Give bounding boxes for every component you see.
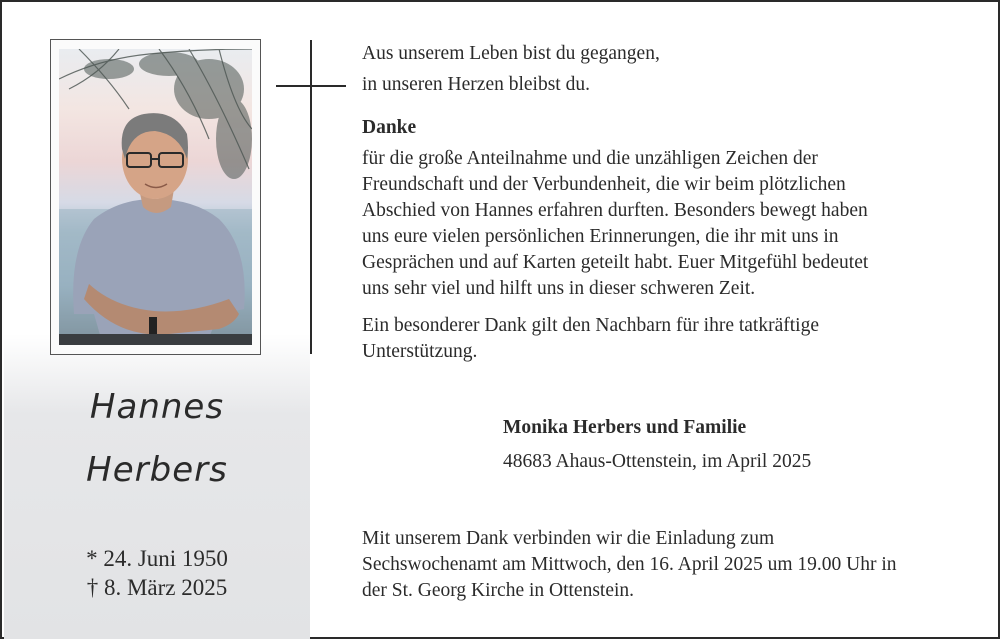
- invitation-line: Sechswochenamt am Mittwoch, den 16. April 2025 um 19.00 Uhr in: [362, 554, 897, 575]
- portrait-illustration-icon: [59, 49, 252, 345]
- death-date: † 8. März 2025: [86, 575, 228, 600]
- signature-place-date: 48683 Ahaus-Ottenstein, im April 2025: [503, 451, 812, 472]
- invitation-line: Mit unserem Dank verbinden wir die Einladung zum: [362, 528, 775, 549]
- deceased-first-name: Hannes: [89, 387, 225, 427]
- thanks-line: Gesprächen und auf Karten geteilt habt. Euer Mitgefühl bedeutet: [362, 252, 869, 273]
- thanks-line: uns eure vielen persönlichen Erinnerungen, die ihr mit uns in: [362, 226, 839, 247]
- cross-horizontal-line: [276, 85, 346, 87]
- thanks-line: uns sehr viel und hilft uns in dieser schweren Zeit.: [362, 278, 756, 299]
- thanks-heading: Danke: [362, 117, 417, 138]
- invitation-line: der St. Georg Kirche in Ottenstein.: [362, 580, 635, 601]
- verse-line-2: in unseren Herzen bleibst du.: [362, 74, 590, 95]
- thanks-line: Abschied von Hannes erfahren durften. Besonders bewegt haben: [362, 200, 868, 221]
- thanks-line: Freundschaft und der Verbundenheit, die wir beim plötzlichen: [362, 174, 846, 195]
- deceased-last-name: Herbers: [86, 450, 228, 490]
- special-thanks-line: Ein besonderer Dank gilt den Nachbarn für ihre tatkräftige: [362, 315, 819, 336]
- signature-family: Monika Herbers und Familie: [503, 417, 747, 438]
- cross-vertical-line: [310, 40, 312, 354]
- special-thanks-line: Unterstützung.: [362, 341, 478, 362]
- portrait-photo: [59, 49, 252, 345]
- thanks-line: für die große Anteilnahme und die unzähligen Zeichen der: [362, 148, 818, 169]
- birth-date: * 24. Juni 1950: [86, 546, 228, 571]
- verse-line-1: Aus unserem Leben bist du gegangen,: [362, 43, 660, 64]
- photo-frame: [50, 39, 261, 355]
